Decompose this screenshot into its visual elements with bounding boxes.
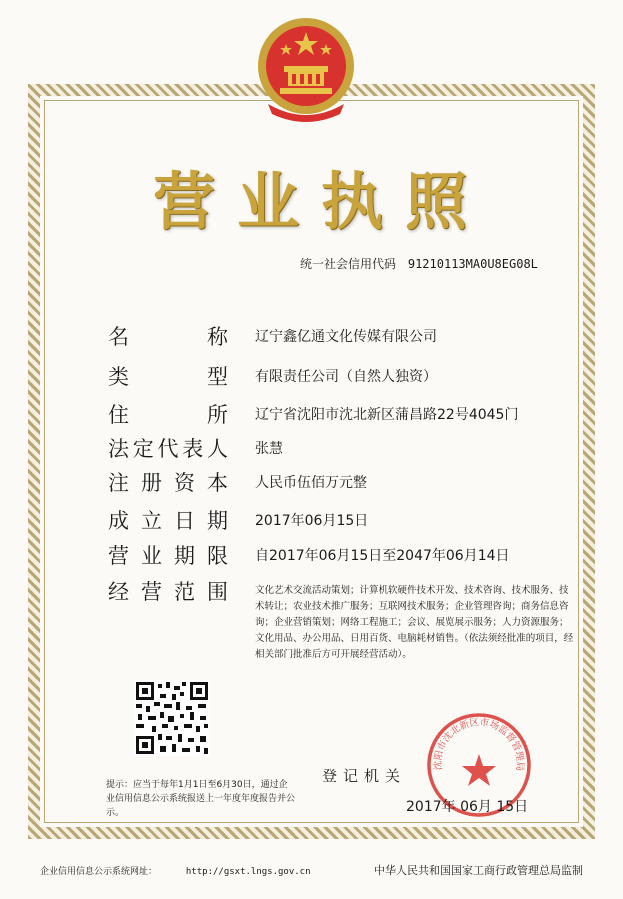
registration-authority-label: 登记机关 — [322, 767, 407, 785]
footer-system-info — [40, 864, 311, 877]
field-value: 自2017年06月15日至2047年06月14日 — [255, 548, 510, 564]
field-label: 法 定 代 表 人 — [108, 437, 228, 461]
footer-url-link[interactable]: http://gsxt.lngs.gov.cn — [185, 867, 311, 877]
credit-code-label: 统一社会信用代码 — [300, 257, 397, 271]
field-value: 人民币伍佰万元整 — [255, 475, 367, 491]
field-value: 辽宁省沈阳市沈北新区蒲昌路22号4045门 — [255, 407, 519, 423]
footer-system-label: 企业信用信息公示系统网址： — [40, 867, 158, 877]
qr-code-icon[interactable] — [134, 680, 210, 756]
business-scope-text: 文化艺术交流活动策划；计算机软硬件技术开发、技术咨询、技术服务、技术转让；农业技术推广服务；互联网技术服务；企业管理咨询；商务信息咨询；企业营销策划；网络工程施工；会议、展览展示服务；人力资源服务；文化用品、办公用品、日用百货、电脑耗材销售。（依法须经批准的项目，经相关部门批准后方可开展经营活动）。 — [255, 585, 574, 660]
seal-text: 沈阳市沈北新区市场监督管理局 — [432, 717, 526, 772]
field-label: 名 称 — [108, 325, 228, 349]
credit-code-value: 91210113MA0U8EG08L — [407, 257, 538, 271]
annual-report-notice: 提示：应当于每年1月1日至6月30日，通过企业信用信息公示系统报送上一年度年度报告并公示。 — [106, 780, 296, 818]
document-title: 营业执照 — [152, 165, 489, 238]
field-value: 2017年06月15日 — [255, 513, 369, 529]
field-label: 类 型 — [108, 365, 228, 389]
field-label: 住 所 — [108, 403, 228, 427]
field-value: 张慧 — [255, 441, 283, 457]
national-emblem-icon — [250, 14, 362, 126]
field-value: 有限责任公司（自然人独资） — [255, 369, 437, 385]
field-label: 成 立 日 期 — [108, 509, 228, 533]
field-label: 营 业 期 限 — [108, 544, 228, 568]
field-value: 辽宁鑫亿通文化传媒有限公司 — [255, 329, 437, 345]
registration-date: 2017年 06月 15日 — [406, 799, 529, 815]
credit-code — [300, 255, 538, 272]
field-label: 注 册 资 本 — [108, 471, 228, 495]
footer-supervisor: 中华人民共和国国家工商行政管理总局监制 — [374, 864, 583, 877]
field-label: 经 营 范 围 — [108, 580, 228, 604]
